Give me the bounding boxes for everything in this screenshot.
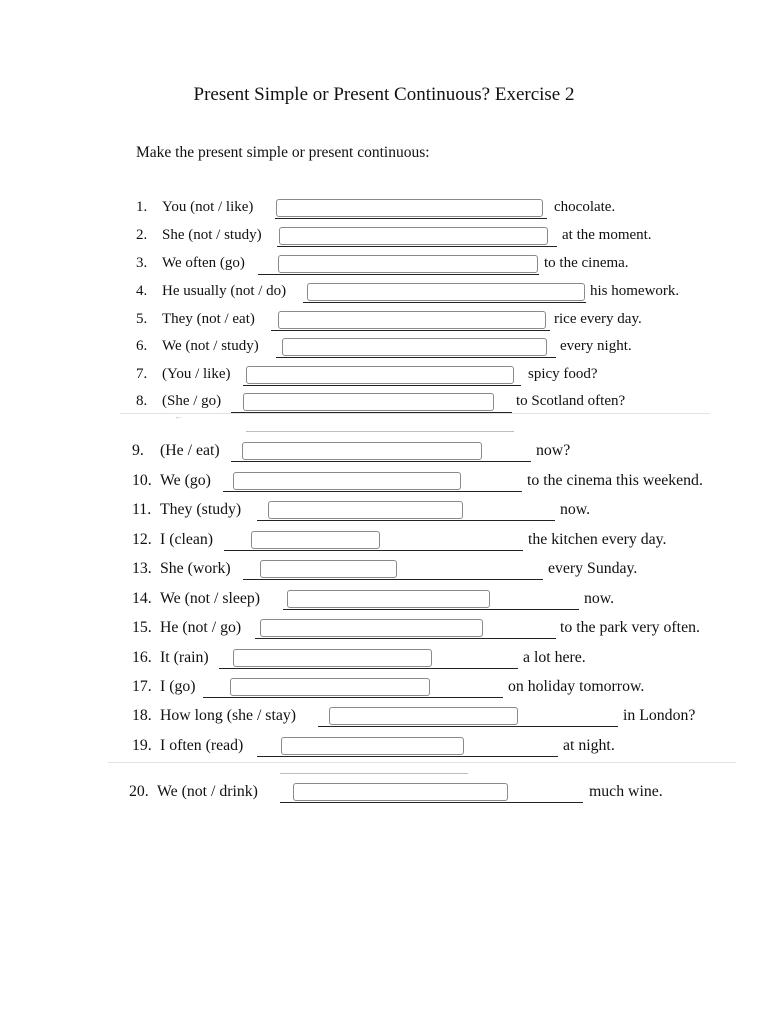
answer-underline — [219, 668, 518, 669]
exercise-ending: every Sunday. — [548, 560, 638, 577]
exercise-number: 6. — [136, 338, 148, 354]
exercise-prompt: I often (read) — [160, 737, 244, 754]
exercise-ending: rice every day. — [554, 311, 642, 327]
exercise-row — [0, 619, 768, 641]
answer-underline — [271, 330, 550, 331]
exercise-prompt: We (not / sleep) — [160, 590, 261, 607]
answer-underline — [255, 638, 556, 639]
exercise-ending: to the cinema this weekend. — [527, 472, 703, 489]
answer-input[interactable] — [260, 560, 397, 578]
exercise-ending: a lot here. — [523, 649, 586, 666]
exercise-prompt: They (study) — [160, 501, 242, 518]
exercise-row — [0, 783, 768, 805]
exercise-prompt: She (not / study) — [162, 227, 262, 243]
exercise-row — [0, 707, 768, 729]
exercise-prompt: They (not / eat) — [162, 311, 255, 327]
answer-underline — [283, 609, 579, 610]
exercise-ending: every night. — [560, 338, 632, 354]
instruction-text: Make the present simple or present continuous: — [136, 144, 430, 161]
answer-underline — [223, 491, 522, 492]
exercise-ending: the kitchen every day. — [528, 531, 667, 548]
exercise-number: 18. — [132, 707, 152, 724]
exercise-prompt: He usually (not / do) — [162, 283, 287, 299]
answer-input[interactable] — [278, 311, 546, 329]
answer-input[interactable] — [260, 619, 483, 637]
answer-input[interactable] — [243, 393, 494, 411]
exercise-prompt: We (not / drink) — [157, 783, 258, 800]
answer-input[interactable] — [287, 590, 490, 608]
exercise-prompt: He (not / go) — [160, 619, 242, 636]
exercise-ending: to the cinema. — [544, 255, 629, 271]
exercise-number: 3. — [136, 255, 148, 271]
exercise-number: 1. — [136, 199, 148, 215]
answer-input[interactable] — [251, 531, 380, 549]
exercise-prompt: We often (go) — [162, 255, 245, 271]
answer-underline — [276, 357, 556, 358]
exercise-row — [0, 199, 768, 221]
exercise-ending: now. — [584, 590, 615, 607]
exercise-prompt: I (clean) — [160, 531, 214, 548]
exercise-row — [0, 442, 768, 464]
exercise-row — [0, 649, 768, 671]
exercise-ending: his homework. — [590, 283, 680, 299]
exercise-number: 14. — [132, 590, 152, 607]
exercise-prompt: She (work) — [160, 560, 231, 577]
exercise-number: 4. — [136, 283, 148, 299]
answer-underline — [224, 550, 523, 551]
exercise-prompt: We (go) — [160, 472, 211, 489]
page-title: Present Simple or Present Continuous? Exercise 2 — [193, 84, 575, 105]
exercise-row — [0, 393, 768, 415]
exercise-prompt: It (rain) — [160, 649, 209, 666]
answer-underline — [257, 520, 555, 521]
answer-input[interactable] — [233, 472, 461, 490]
answer-underline — [303, 302, 586, 303]
exercise-number: 19. — [132, 737, 152, 754]
answer-underline — [257, 756, 558, 757]
exercise-ending: at night. — [563, 737, 615, 754]
answer-underline — [203, 697, 503, 698]
exercise-ending: at the moment. — [562, 227, 652, 243]
page-divider — [280, 773, 468, 774]
exercise-row — [0, 590, 768, 612]
exercise-row — [0, 560, 768, 582]
page-divider — [246, 431, 514, 432]
scan-arrow-mark: ← — [174, 411, 183, 421]
exercise-ending: chocolate. — [554, 199, 616, 215]
answer-input[interactable] — [293, 783, 508, 801]
answer-input[interactable] — [279, 227, 548, 245]
exercise-row — [0, 737, 768, 759]
answer-input[interactable] — [230, 678, 430, 696]
exercise-row — [0, 472, 768, 494]
exercise-number: 13. — [132, 560, 152, 577]
answer-underline — [318, 726, 618, 727]
exercise-number: 2. — [136, 227, 148, 243]
exercise-row — [0, 366, 768, 388]
exercise-row — [0, 283, 768, 305]
exercise-number: 16. — [132, 649, 152, 666]
exercise-prompt: I (go) — [160, 678, 196, 695]
answer-underline — [243, 579, 543, 580]
page-divider — [108, 762, 736, 763]
answer-underline — [275, 218, 547, 219]
exercise-number: 9. — [132, 442, 144, 459]
exercise-number: 20. — [129, 783, 149, 800]
exercise-row — [0, 338, 768, 360]
answer-underline — [243, 385, 521, 386]
exercise-row — [0, 678, 768, 700]
exercise-ending: now? — [536, 442, 571, 459]
exercise-ending: on holiday tomorrow. — [508, 678, 645, 695]
exercise-ending: much wine. — [589, 783, 663, 800]
exercise-number: 12. — [132, 531, 152, 548]
exercise-number: 11. — [132, 501, 152, 518]
answer-input[interactable] — [278, 255, 538, 273]
answer-input[interactable] — [281, 737, 464, 755]
exercise-row — [0, 501, 768, 523]
exercise-row — [0, 227, 768, 249]
exercise-number: 8. — [136, 393, 148, 409]
answer-input[interactable] — [233, 649, 432, 667]
exercise-number: 15. — [132, 619, 152, 636]
exercise-prompt: (She / go) — [162, 393, 222, 409]
answer-input[interactable] — [246, 366, 514, 384]
exercise-row — [0, 531, 768, 553]
answer-input[interactable] — [268, 501, 463, 519]
exercise-row — [0, 255, 768, 277]
answer-underline — [231, 461, 531, 462]
exercise-ending: to the park very often. — [560, 619, 700, 636]
exercise-row — [0, 311, 768, 333]
exercise-ending: spicy food? — [528, 366, 598, 382]
exercise-prompt: You (not / like) — [162, 199, 254, 215]
exercise-prompt: (He / eat) — [160, 442, 220, 459]
answer-input[interactable] — [276, 199, 543, 217]
exercise-ending: now. — [560, 501, 591, 518]
exercise-ending: in London? — [623, 707, 696, 724]
answer-underline — [277, 246, 557, 247]
exercise-prompt: How long (she / stay) — [160, 707, 297, 724]
answer-input[interactable] — [282, 338, 547, 356]
exercise-number: 10. — [132, 472, 152, 489]
exercise-number: 7. — [136, 366, 148, 382]
exercise-number: 5. — [136, 311, 148, 327]
answer-underline — [231, 412, 512, 413]
answer-underline — [258, 274, 539, 275]
exercise-prompt: We (not / study) — [162, 338, 259, 354]
exercise-ending: to Scotland often? — [516, 393, 626, 409]
answer-input[interactable] — [329, 707, 518, 725]
answer-input[interactable] — [242, 442, 482, 460]
exercise-prompt: (You / like) — [162, 366, 231, 382]
exercise-number: 17. — [132, 678, 152, 695]
answer-input[interactable] — [307, 283, 585, 301]
answer-underline — [280, 802, 583, 803]
